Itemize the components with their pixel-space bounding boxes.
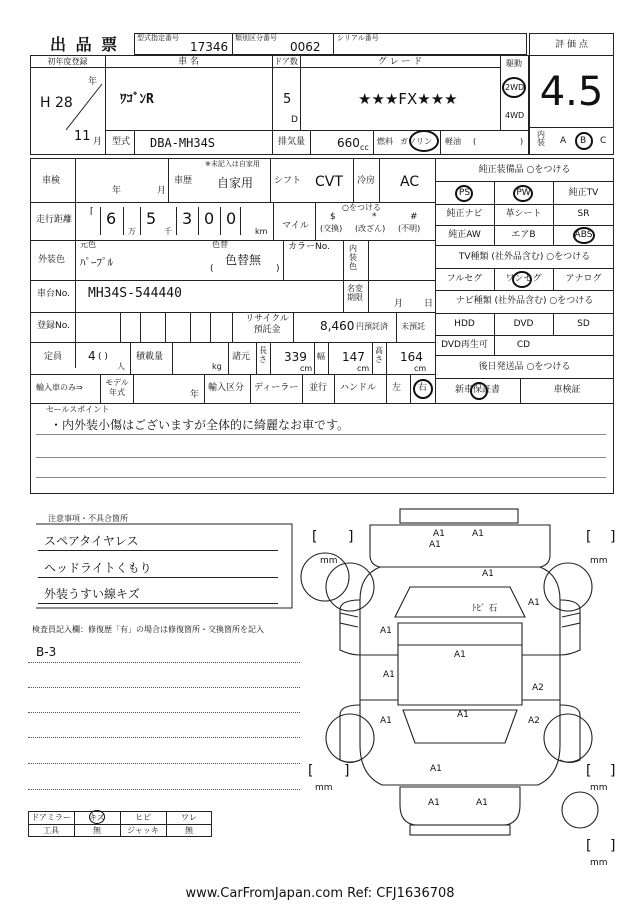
- mileage-label: 走行距離: [36, 215, 73, 225]
- cond-scratch-circle: [89, 810, 105, 824]
- displacement-label: 排気量: [278, 137, 306, 147]
- inspection-year-unit: 年: [112, 186, 122, 196]
- cond-jack-value: 無: [185, 826, 193, 835]
- door-type: D: [291, 115, 298, 125]
- mileage-digit-4: 0: [204, 209, 215, 228]
- model-label: 型式: [112, 137, 131, 147]
- equip-tv: 純正TV: [568, 188, 599, 198]
- dims-label: 諸元: [232, 352, 251, 362]
- expiry-month-unit: 月: [394, 299, 404, 309]
- interior-grade-c: C: [600, 136, 607, 146]
- mark-5: ﾄﾋﾞ 石: [472, 604, 498, 614]
- recycle-value: 8,460: [320, 319, 355, 333]
- later-warranty-circle: [470, 382, 488, 400]
- mileage-digit-2: 5: [146, 209, 157, 228]
- load-unit: kg: [212, 362, 222, 371]
- expiry-day-unit: 日: [424, 299, 434, 309]
- inspector-text: B-3: [36, 645, 57, 659]
- cond-h-break: ワレ: [181, 813, 197, 822]
- orig-color-label: 元色: [80, 240, 96, 249]
- car-name-value: ﾜｺﾞﾝR: [120, 92, 154, 107]
- width-unit: cm: [357, 364, 370, 373]
- repaint-label: 色替: [212, 240, 228, 249]
- tv-oneseg: ワンセグ: [505, 274, 542, 284]
- doors-label: ドア数: [274, 57, 298, 66]
- mark-10: A2: [532, 683, 544, 693]
- mileage-digit-3: 3: [182, 209, 193, 228]
- inspection-month-unit: 月: [157, 186, 167, 196]
- mark-2: A1: [472, 529, 484, 539]
- note-item-1: スペアタイヤレス: [44, 534, 139, 548]
- odo-sym-1: $: [330, 212, 336, 222]
- tv-oneseg-circle: [512, 271, 532, 288]
- mark-16: A1: [476, 798, 488, 808]
- capacity-label: 定員: [44, 352, 63, 362]
- car-diagram: [300, 505, 620, 870]
- equip-abs: ABS: [574, 230, 593, 240]
- interior-grade-b: B: [580, 136, 587, 146]
- orig-color-value: ﾊﾟｰﾌﾟﾙ: [80, 256, 113, 269]
- nav-title: ナビ種類 (社外品含む) ○をつける: [455, 296, 594, 306]
- odo-desc-3: (不明): [398, 224, 421, 233]
- drive-label: 駆動: [506, 59, 522, 68]
- svg-text:mm: mm: [320, 556, 338, 566]
- mark-8: A1: [454, 650, 466, 660]
- grade-label: グ レ ー ド: [377, 57, 423, 67]
- mark-3: A1: [429, 540, 441, 550]
- shift-value: CVT: [315, 174, 343, 190]
- svg-text:]: ]: [610, 529, 616, 545]
- interior-color-label: 内装色: [349, 244, 357, 272]
- handle-left: 左: [392, 383, 402, 393]
- odo-sym-3: #: [410, 212, 418, 222]
- mark-4: A1: [482, 569, 494, 579]
- fuel-gasoline: ガソリン: [400, 137, 432, 146]
- length-value: 339: [284, 350, 307, 364]
- later-warranty: 新車保証書: [454, 385, 500, 395]
- doors-value: 5: [283, 92, 292, 107]
- sales-label: セールスポイント: [46, 405, 110, 414]
- car-name-label: 車 名: [178, 57, 199, 67]
- capacity-value: 4: [88, 349, 96, 363]
- drive-4wd: 4WD: [505, 111, 525, 120]
- first-reg-month: 11: [74, 129, 91, 144]
- model-value: DBA-MH34S: [150, 136, 216, 150]
- footer-ref: www.CarFromJapan.com Ref: CFJ1636708: [185, 886, 455, 901]
- later-inspection-cert: 車検証: [553, 385, 581, 395]
- length-unit: cm: [300, 364, 313, 373]
- svg-text:mm: mm: [590, 858, 608, 868]
- equip-sr: SR: [577, 209, 590, 219]
- handle-right-circle: [413, 379, 433, 399]
- svg-text:]: ]: [610, 763, 616, 779]
- tv-analog: アナログ: [565, 274, 602, 284]
- repaint-paren-close: ): [276, 264, 280, 274]
- mark-11: A1: [457, 710, 469, 720]
- nav-dvd: DVD: [513, 319, 534, 329]
- width-label: 幅: [317, 352, 325, 361]
- grade-value: ★★★FX★★★: [358, 90, 458, 108]
- interior-label: 内装: [537, 130, 545, 147]
- first-reg-year-unit: 年: [88, 77, 98, 87]
- fuel-label: 燃料: [377, 137, 393, 146]
- svg-text:mm: mm: [590, 556, 608, 566]
- first-reg-month-unit: 月: [93, 137, 103, 147]
- height-unit: cm: [414, 364, 427, 373]
- handle-right: 右: [418, 383, 428, 393]
- drive-2wd-circle: [502, 77, 526, 98]
- mark-15: A1: [428, 798, 440, 808]
- shift-label: シフト: [274, 176, 302, 186]
- history-value: 自家用: [217, 176, 254, 190]
- nav-sd: SD: [577, 319, 590, 329]
- equip-abs-circle: [573, 227, 595, 244]
- equip-pw: PW: [516, 188, 531, 198]
- mark-12: A2: [528, 716, 540, 726]
- recycle-label: リサイクル預託金: [245, 314, 289, 335]
- later-title: 後日発送品 ○をつける: [478, 362, 571, 372]
- inspector-title: 検査員記入欄：修復歴「有」の場合は修復箇所・交換箇所を記入: [32, 625, 264, 634]
- parallel-label: 並行: [309, 383, 328, 393]
- nav-hdd: HDD: [454, 319, 475, 329]
- mark-7: A1: [380, 626, 392, 636]
- first-reg-era: H 28: [40, 95, 73, 111]
- cond-tools-label: 工具: [43, 826, 59, 835]
- interior-grade-a: A: [560, 136, 567, 146]
- equip-airbag: エアB: [511, 230, 536, 240]
- svg-text:mm: mm: [315, 783, 333, 793]
- svg-text:[: [: [586, 529, 592, 545]
- ac-value: AC: [400, 174, 420, 190]
- interior-grade-circle: [575, 132, 593, 150]
- cond-h-crack: ヒビ: [135, 813, 151, 822]
- displacement-unit: cc: [360, 143, 369, 152]
- height-label: 高さ: [375, 346, 383, 365]
- svg-text:[: [: [586, 838, 592, 854]
- drive-2wd: 2WD: [505, 83, 525, 92]
- reg-no-label: 登録No.: [37, 321, 70, 331]
- nav-dvd-play: DVD再生可: [441, 340, 488, 350]
- svg-text:]: ]: [344, 763, 350, 779]
- equip-navi: 純正ナビ: [446, 209, 483, 219]
- mileage-unit-sen: 千: [164, 227, 172, 236]
- fuel-paren-open: (: [473, 137, 477, 146]
- cond-tools-value: 無: [93, 826, 101, 835]
- notes-title: 注意事項・不具合箇所: [48, 514, 128, 523]
- model-cert-value: 17346: [190, 40, 229, 54]
- odo-header: ○をつける: [342, 203, 381, 212]
- cond-h-scratch: キズ: [89, 813, 105, 822]
- first-reg-label: 初年度登録: [47, 57, 88, 66]
- model-year-label: モデル年式: [105, 378, 129, 397]
- svg-text:mm: mm: [590, 783, 608, 793]
- tv-fullseg: フルセグ: [446, 274, 483, 284]
- category-label: 類別区分番号: [235, 34, 277, 42]
- mileage-digit-5: 0: [226, 209, 237, 228]
- model-cert-label: 型式指定番号: [137, 34, 179, 42]
- chassis-label: 車台No.: [37, 289, 70, 299]
- svg-text:]: ]: [610, 838, 616, 854]
- model-year-unit: 年: [190, 390, 200, 400]
- diagram-marks: [380, 529, 544, 808]
- mark-9: A1: [383, 670, 395, 680]
- mileage-unit-man: 万: [128, 227, 136, 236]
- import-type-label: 輸入区分: [208, 383, 245, 393]
- recycle-status-unpaid: 未預託: [401, 322, 425, 331]
- category-value: 0062: [290, 40, 321, 54]
- import-label: 輸入車のみ⇒: [36, 383, 83, 392]
- color-no-label: カラーNo.: [288, 242, 330, 252]
- mark-6: A1: [528, 598, 540, 608]
- serial-label: シリアル番号: [337, 34, 379, 42]
- sheet-title: 出 品 票: [50, 35, 120, 54]
- mileage-digit-1: 6: [106, 209, 117, 228]
- mark-1: A1: [433, 529, 445, 539]
- svg-text:[: [: [586, 763, 592, 779]
- mark-14: A1: [430, 764, 442, 774]
- equip-aw: 純正AW: [448, 230, 481, 240]
- odo-desc-1: (交換): [320, 224, 343, 233]
- odo-desc-2: (改ざん): [355, 224, 386, 233]
- cond-h-mirror: ドアミラー: [31, 813, 71, 822]
- note-item-3: 外装うすい線キズ: [44, 587, 140, 601]
- recycle-status: 円預託済: [356, 322, 388, 331]
- nav-cd: CD: [516, 340, 531, 350]
- handle-label: ハンドル: [340, 383, 377, 393]
- inspection-label: 車検: [42, 176, 61, 186]
- height-value: 164: [400, 350, 423, 364]
- odo-sym-2: *: [372, 212, 377, 222]
- mark-13: A1: [380, 716, 392, 726]
- displacement-value: 660: [337, 136, 360, 150]
- chassis-value: MH34S-544440: [88, 286, 182, 301]
- load-label: 積載量: [136, 352, 164, 362]
- cond-jack-label: ジャッキ: [127, 826, 159, 835]
- capacity-paren: ( ): [98, 352, 108, 362]
- dealer-label: ディーラー: [254, 383, 299, 393]
- note-item-2: ヘッドライトくもり: [44, 561, 152, 575]
- expiry-label: 名変期限: [347, 284, 363, 303]
- length-label: 長さ: [259, 346, 267, 365]
- history-label: 車歴: [174, 176, 193, 186]
- fuel-gasoline-circle: [409, 130, 439, 152]
- fuel-diesel: 軽油: [445, 137, 461, 146]
- repaint-paren-open: (: [210, 264, 214, 274]
- sales-text: ・内外装小傷はございますが全体的に綺麗なお車です。: [50, 418, 350, 432]
- repaint-value: 色替無: [225, 253, 262, 267]
- mileage-bracket-left: ⌈: [90, 207, 94, 217]
- equipment-title: 純正装備品 ○をつける: [478, 165, 571, 175]
- evaluation-label: 評 価 点: [555, 40, 588, 50]
- equip-leather: 革シート: [505, 209, 542, 219]
- svg-text:[: [: [308, 763, 314, 779]
- tv-title: TV種類 (社外品含む) ○をつける: [458, 252, 591, 262]
- svg-text:]: ]: [348, 529, 354, 545]
- equip-ps-circle: [455, 185, 473, 202]
- evaluation-score: 4.5: [539, 69, 604, 115]
- fuel-paren-close: ): [520, 137, 524, 146]
- ac-label: 冷房: [357, 176, 376, 186]
- equip-pw-circle: [513, 185, 533, 202]
- equip-ps: PS: [458, 188, 471, 198]
- history-note: ※未記入は自家用: [205, 160, 260, 168]
- color-label: 外装色: [38, 255, 66, 265]
- mile-label: マイル: [282, 221, 309, 231]
- svg-text:[: [: [312, 529, 318, 545]
- width-value: 147: [342, 350, 365, 364]
- capacity-unit: 人: [117, 362, 125, 371]
- mileage-unit-km: km: [255, 227, 268, 236]
